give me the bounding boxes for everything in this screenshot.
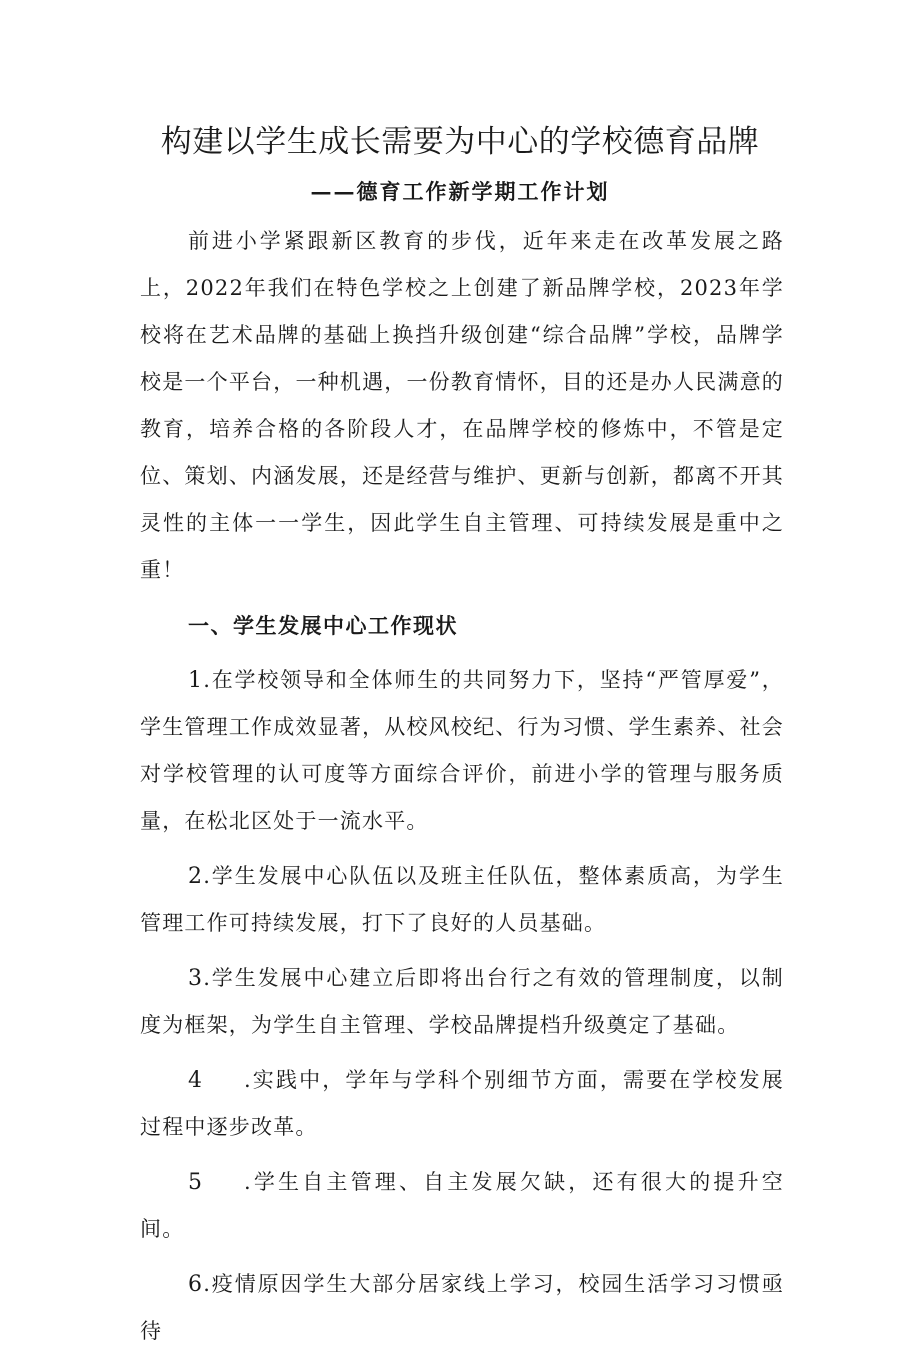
document-title: 构建以学生成长需要为中心的学校德育品牌 (160, 124, 760, 160)
list-item (140, 853, 784, 947)
list-item-text: .学生发展中心建立后即将出台行之有效的管理制度，以制度为框架，为学生自主管理、学校品牌提档升级奠定了基础。 (140, 966, 784, 1037)
list-item-number: 2 (188, 864, 204, 889)
list-item-number: 5 (188, 1170, 204, 1195)
list-item-number: 6 (188, 1272, 204, 1297)
list-item-text: .在学校领导和全体师生的共同努力下，坚持“严管厚爱”，学生管理工作成效显著，从校风校纪、行为习惯、学生素养、社会对学校管理的认可度等方面综合评价，前进小学的管理与服务质量，在松北区处于一流水平。 (140, 668, 784, 833)
document-body (140, 218, 784, 1355)
list-item-text: .疫情原因学生大部分居家线上学习，校园生活学习习惯亟待 (140, 1272, 784, 1343)
list-item-number: 4 (188, 1068, 204, 1093)
document-subtitle: ——德育工作新学期工作计划 (310, 179, 610, 204)
list-item (140, 657, 784, 845)
section-heading: 一、学生发展中心工作现状 (188, 613, 458, 638)
list-item (140, 955, 784, 1049)
list-item-text: .实践中，学年与学科个别细节方面，需要在学校发展过程中逐步改革。 (140, 1068, 784, 1139)
list-item-text: .学生自主管理、自主发展欠缺，还有很大的提升空间。 (140, 1170, 784, 1241)
list-item-number: 3 (188, 966, 204, 991)
list-item (140, 1159, 784, 1253)
list-item (140, 1261, 784, 1355)
list-item (140, 1057, 784, 1151)
list-item-number: 1 (188, 668, 204, 693)
list-item-text: .学生发展中心队伍以及班主任队伍，整体素质高，为学生管理工作可持续发展，打下了良好的人员基础。 (140, 864, 784, 935)
intro-paragraph: 前进小学紧跟新区教育的步伐，近年来走在改革发展之路上，2022年我们在特色学校之上创建了新品牌学校，2023年学校将在艺术品牌的基础上换挡升级创建“综合品牌”学校，品牌学校是一个平台，一种机遇，一份教育情怀，目的还是办人民满意的教育，培养合格的各阶段人才，在品牌学校的修炼中，不管是定位、策划、内涵发展，还是经营与维护、更新与创新，都离不开其灵性的主体一一学生，因此学生自主管理、可持续发展是重中之重！ (140, 229, 784, 582)
